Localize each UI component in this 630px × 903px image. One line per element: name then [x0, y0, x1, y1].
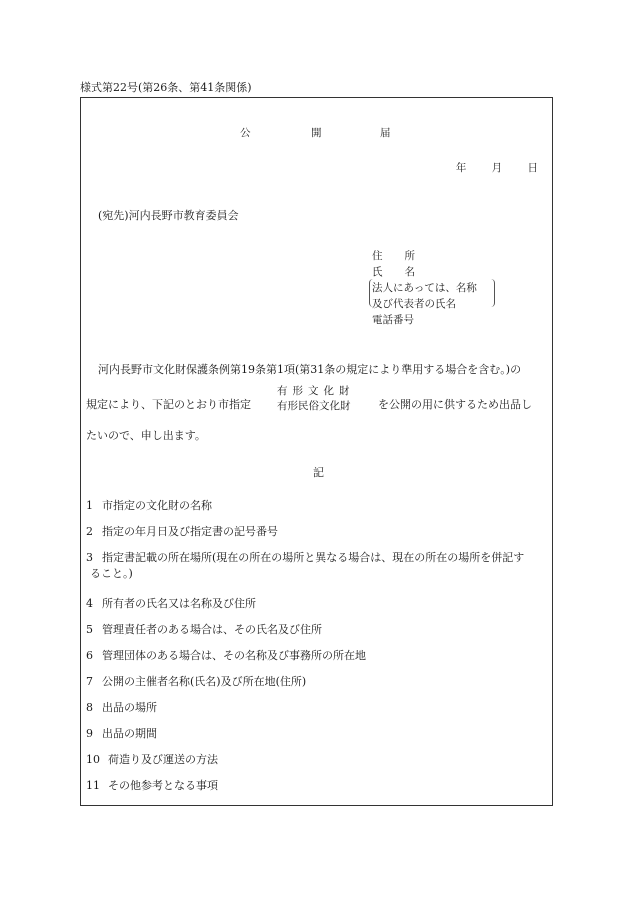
body-line-2-left: 規定により、下記のとおり市指定: [86, 398, 251, 411]
item-text: 管理責任者のある場合は、その氏名及び住所: [102, 623, 322, 636]
name-char-2: 名: [404, 266, 415, 278]
item-number: 2: [86, 525, 93, 538]
item-text: 指定書記載の所在場所(現在の所在の場所と異なる場合は、現在の所在の場所を併記す: [102, 551, 525, 564]
corp-note-line1: 法人にあっては、名称: [372, 282, 477, 294]
item-number: 8: [86, 701, 93, 714]
item-number: 1: [86, 499, 93, 512]
property-type-choice: [277, 385, 355, 415]
list-item: [86, 753, 218, 766]
title-char-2: 開: [311, 127, 322, 139]
body-line-3: たいので、申し出ます。: [86, 429, 206, 442]
item-text: 出品の期間: [102, 727, 157, 740]
item-text: 公開の主催者名称(氏名)及び所在地(住所): [102, 675, 307, 688]
item-text: 市指定の文化財の名称: [102, 499, 212, 512]
list-item: [86, 597, 256, 610]
bracket-left: [369, 279, 375, 307]
title-char-1: 公: [240, 127, 251, 139]
body-line-2-right: を公開の用に供するため出品し: [378, 398, 532, 411]
item-text: 指定の年月日及び指定書の記号番号: [102, 525, 278, 538]
date-day: 日: [527, 162, 538, 174]
list-item: [86, 779, 218, 792]
title-char-3: 届: [380, 127, 391, 139]
bracket-right: [489, 279, 495, 307]
address-char-1: 住: [372, 250, 383, 262]
form-reference: 様式第22号(第26条、第41条関係): [80, 81, 252, 94]
item-number: 10: [86, 753, 100, 766]
item-text-continued: ること。): [90, 567, 133, 581]
name-char-1: 氏: [372, 266, 383, 278]
item-number: 7: [86, 675, 93, 688]
item-number: 6: [86, 649, 93, 662]
choice-folk: 有形民俗文化財: [277, 400, 351, 412]
ki-heading: 記: [313, 466, 324, 479]
date-line: [446, 162, 538, 175]
applicant-block: [372, 250, 477, 330]
body-line-1: 河内長野市文化財保護条例第19条第1項(第31条の規定により準用する場合を含む。)の: [98, 363, 522, 376]
applicant-name-label: [372, 266, 477, 282]
list-item: [86, 551, 524, 580]
item-number: 9: [86, 727, 93, 740]
item-text: 出品の場所: [102, 701, 157, 714]
item-number: 11: [86, 779, 100, 792]
list-item: [86, 675, 306, 688]
applicant-address-label: [372, 250, 477, 266]
item-text: その他参考となる事項: [108, 779, 218, 792]
choice-tangible: 有形文化財: [277, 385, 355, 397]
list-item: [86, 727, 157, 740]
item-text: 荷造り及び運送の方法: [108, 753, 218, 766]
form-frame: [80, 97, 553, 806]
date-month: 月: [491, 162, 503, 174]
item-number: 4: [86, 597, 93, 610]
date-year: 年: [455, 162, 467, 174]
address-char-2: 所: [404, 250, 415, 262]
item-number: 5: [86, 623, 93, 636]
list-item: [86, 701, 157, 714]
list-item: [86, 623, 322, 636]
list-item: [86, 525, 278, 538]
addressee: (宛先)河内長野市教育委員会: [98, 209, 239, 222]
phone-label: 電話番号: [372, 314, 414, 326]
corp-note-line2: 及び代表者の氏名: [372, 298, 456, 310]
item-text: 所有者の氏名又は名称及び住所: [102, 597, 256, 610]
item-number: 3: [86, 551, 93, 564]
list-item: [86, 499, 212, 512]
item-text: 管理団体のある場合は、その名称及び事務所の所在地: [102, 649, 366, 662]
list-item: [86, 649, 366, 662]
